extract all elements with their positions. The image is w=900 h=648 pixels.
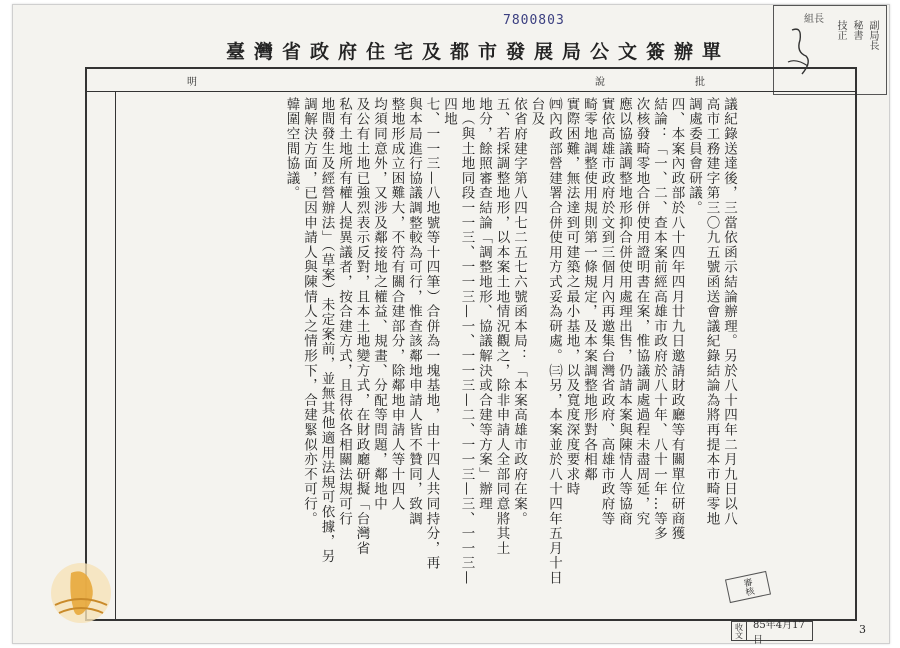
- stamp-top-label: 組長: [804, 14, 824, 25]
- stamp-line: 秘書: [851, 20, 862, 40]
- body-line: 應以協議調整地形抑合併使用處理出售，仍請本案與陳情人等協商: [616, 97, 632, 527]
- body-line: 畸零地調整使用規則第一條規定，及本案調整地形對各相鄰: [581, 97, 597, 482]
- body-line: 結論：「一、二、查本案前經高雄市政府於八十年、八十一年…等多: [651, 97, 667, 541]
- body-line: 地分，餘照審查結論「調整地形、協議解決或合建等方案」辦理: [476, 97, 492, 512]
- document-title: 臺灣省政府住宅及都市發展局公文簽辦單: [225, 41, 730, 63]
- document-sheet: [12, 4, 890, 644]
- body-line: 整地形成立困難大，不符有關合建部分，除鄰地申請人等十四人: [388, 97, 405, 512]
- body-line: 地間發生及經營辦法」（草案）未定案前，並無其他適用法規可依據，另: [318, 97, 335, 564]
- stamp-line: 副局長: [867, 20, 878, 50]
- body-line: 實依高雄市政府於文到三個月內再邀集台灣省政府、高雄市政府等: [598, 97, 615, 527]
- page-number: 3: [859, 623, 866, 636]
- body-line: 議紀錄送達後，三當依函示結論辦理。另於八十四年二月九日以八: [721, 97, 737, 527]
- body-line: 私有土地所有權人提異議者，按合建方式，且得依各相關法規可行: [336, 97, 352, 527]
- body-line: 實際困難，無法達到可建築之最小基地，以及寬度深度要求時: [563, 97, 580, 497]
- header-row: [87, 69, 855, 92]
- header-column: 明: [187, 77, 197, 88]
- body-line: 韓圍空間協議。: [283, 97, 300, 201]
- body-line: 次核發畸零地合併使用證明書在案，惟協議調處過程未盡周延，究: [633, 97, 650, 527]
- stamp-line: 技正: [835, 20, 846, 40]
- body-line: 及公有土地已強烈表示反對，且本土地變方式，在財政廳研擬「台灣省: [353, 97, 370, 556]
- document-body: [277, 97, 737, 597]
- body-line: 高市工務建字第三〇九五號函送會議紀錄結論為將再提本市畸零地: [703, 97, 720, 527]
- margin-column-divider: [115, 91, 116, 619]
- header-column: 批: [695, 77, 705, 88]
- header-column: 說: [595, 77, 605, 88]
- body-line: 七、一一三—八地號等十四筆）合併為一塊基地，由十四人共同持分，再: [423, 97, 440, 571]
- archive-logo-icon: [41, 553, 121, 633]
- body-line: ㈣內政部營建署合併使用方式妥為研處。㈢另，本案並於八十四年五月十日台及: [528, 97, 562, 586]
- body-line: 調解決方面，已因申請人與陳情人之情形下，合建緊似亦不可行。: [301, 97, 317, 527]
- body-line: 四、本案內政部於八十四年四月廿九日邀請財政廳等有關單位研商獲: [668, 97, 685, 541]
- body-line: 五、若採調整地形，以本案土地情況觀之，除非申請人全部同意將其土: [493, 97, 510, 556]
- body-line: 均須同意外，又涉及鄰接地之權益、規畫、分配等問題，鄰地中: [371, 97, 387, 512]
- received-date-box: [731, 620, 813, 646]
- body-line: 與本局進行協議調整較為可行，惟查該鄰地申請人皆不贊同，致調: [406, 97, 422, 527]
- document-number: 7800803: [503, 13, 565, 28]
- review-stamp: 審核: [725, 571, 771, 603]
- body-line: 調處委員會研議。: [686, 97, 702, 216]
- body-line: 依省府建字第八四七二五七六號函本局：「本案高雄市政府在案。: [511, 97, 527, 527]
- document-frame: [85, 67, 857, 621]
- body-line: 地（與土地同段一一三、一一三—一、一一三—二、一一三—三、一一三—四地: [441, 97, 475, 586]
- date-value: 85年4月17日: [753, 620, 805, 646]
- date-label: 收文: [732, 622, 747, 640]
